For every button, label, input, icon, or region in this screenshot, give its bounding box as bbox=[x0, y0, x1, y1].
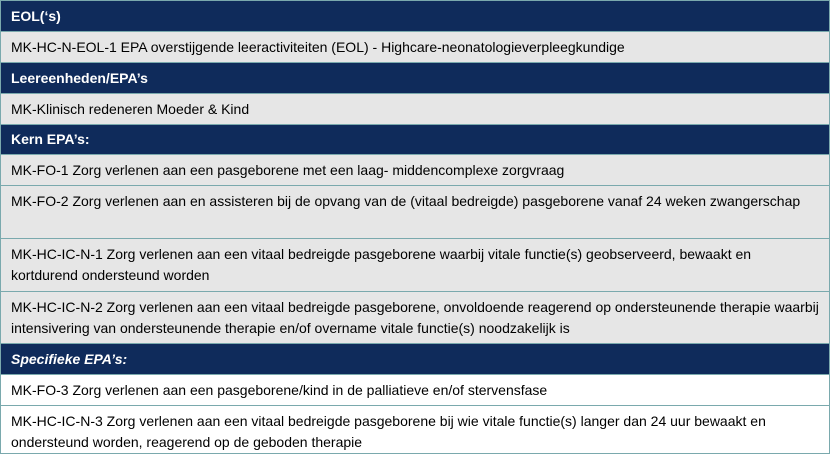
specifieke-epa-header: Specifieke EPA’s: bbox=[1, 343, 829, 374]
eol-header: EOL(‘s) bbox=[1, 1, 829, 31]
kern-epa-item: MK-FO-2 Zorg verlenen aan en assisteren bij de opvang van de (vitaal bedreigde) pasgeborene vanaf 24 weken zwangerschap bbox=[1, 185, 829, 238]
kern-epa-item: MK-FO-1 Zorg verlenen aan een pasgeborene met een laag- middencomplexe zorgvraag bbox=[1, 154, 829, 185]
leereenheden-header: Leereenheden/EPA’s bbox=[1, 62, 829, 93]
kern-epa-item: MK-HC-IC-N-1 Zorg verlenen aan een vitaal bedreigde pasgeborene waarbij vitale functie(s) geobserveerd, bewaakt en kortdurend ondersteund worden bbox=[1, 238, 829, 291]
leereenheden-item: MK-Klinisch redeneren Moeder & Kind bbox=[1, 93, 829, 124]
eol-item: MK-HC-N-EOL-1 EPA overstijgende leeractiviteiten (EOL) - Highcare-neonatologieverpleegkundige bbox=[1, 31, 829, 62]
specifieke-epa-item: MK-HC-IC-N-3 Zorg verlenen aan een vitaal bedreigde pasgeborene bij wie vitale functie(s) langer dan 24 uur bewaakt en ondersteund worden, reagerend op de geboden therapie bbox=[1, 405, 829, 453]
kern-epa-item: MK-HC-IC-N-2 Zorg verlenen aan een vitaal bedreigde pasgeborene, onvoldoende reagerend op ondersteunende therapie waarbij intensivering van ondersteunende therapie en/of overname vitale functie(s) noodzakelijk is bbox=[1, 291, 829, 343]
specifieke-epa-item: MK-FO-3 Zorg verlenen aan een pasgeborene/kind in de palliatieve en/of stervensfase bbox=[1, 374, 829, 405]
kern-epa-header: Kern EPA’s: bbox=[1, 124, 829, 154]
